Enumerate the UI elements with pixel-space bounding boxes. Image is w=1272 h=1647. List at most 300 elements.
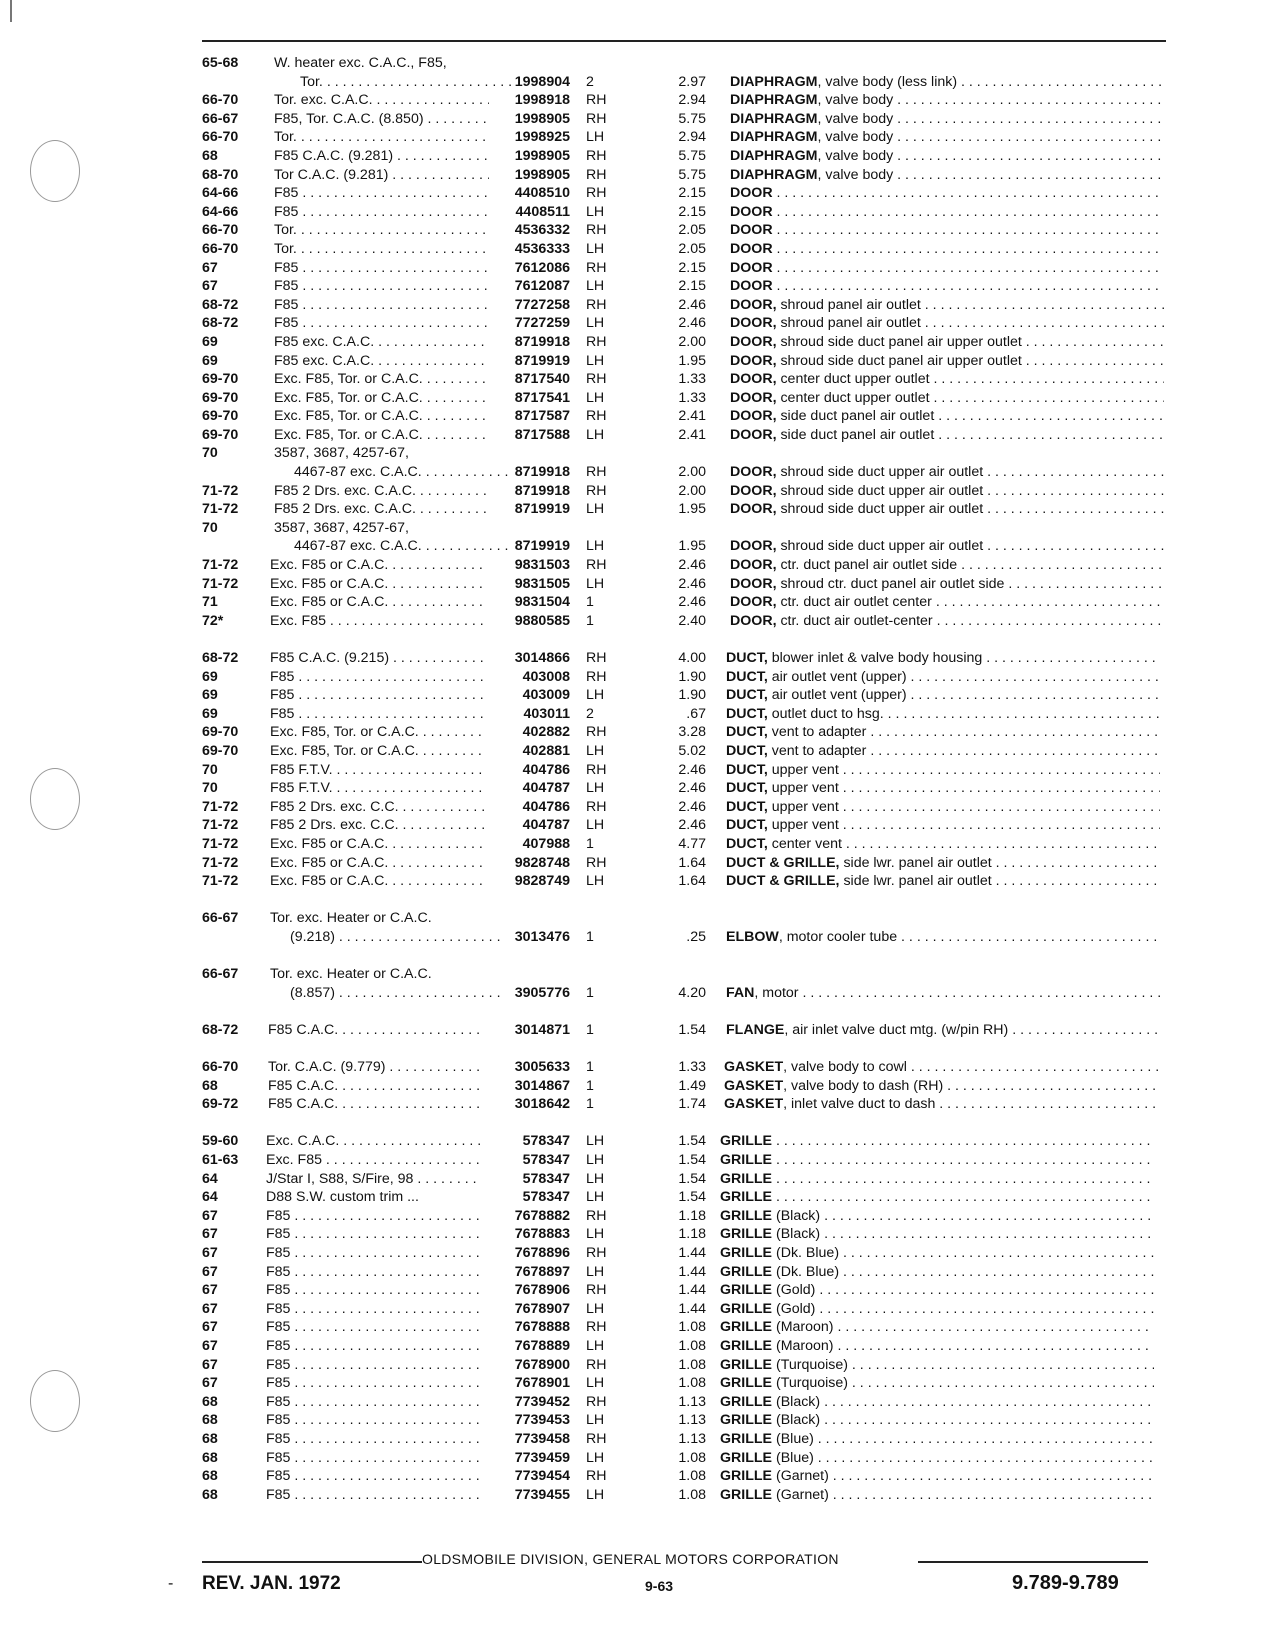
part-detail: (Dk. Blue) . . . bbox=[772, 1264, 1154, 1280]
part-number: 7678897 bbox=[514, 1263, 570, 1280]
part-detail: (Blue) . . . bbox=[772, 1450, 1154, 1466]
list-price: .25 bbox=[686, 928, 706, 945]
part-number: 3014866 bbox=[514, 650, 570, 666]
quantity-side: RH bbox=[586, 1430, 607, 1447]
part-detail: , air inlet valve duct mtg. (w/pin RH) . . . bbox=[784, 1022, 1160, 1038]
model-application: F85 . . . bbox=[266, 1356, 481, 1375]
list-price: 1.08 bbox=[678, 1319, 706, 1336]
part-description bbox=[726, 742, 1160, 761]
year-range: 68-72 bbox=[202, 650, 239, 666]
list-price: 2.46 bbox=[678, 575, 706, 592]
part-detail bbox=[773, 278, 1164, 294]
part-description bbox=[720, 1188, 1154, 1207]
list-price: 1.18 bbox=[678, 1207, 706, 1224]
model-application: Tor. . . . bbox=[300, 73, 515, 92]
list-price: 1.54 bbox=[678, 1152, 706, 1169]
year-range: 61-63 bbox=[202, 1152, 239, 1169]
part-number: 7612087 bbox=[514, 278, 570, 295]
model-application: 4467-87 exc. C.A.C. . . . bbox=[294, 537, 509, 556]
part-row bbox=[0, 1263, 1272, 1282]
quantity-side: RH bbox=[586, 1207, 607, 1224]
part-name: DOOR, bbox=[730, 612, 777, 629]
part-row bbox=[0, 1393, 1272, 1412]
part-number: 3014867 bbox=[514, 1077, 570, 1094]
year-range: 67 bbox=[202, 1263, 218, 1280]
part-number: 4408511 bbox=[515, 203, 570, 220]
part-name: DOOR bbox=[730, 185, 773, 202]
part-detail: shroud ctr. duct panel air outlet side . . . bbox=[777, 576, 1164, 592]
part-name: GRILLE bbox=[720, 1189, 773, 1206]
row-spacer bbox=[0, 947, 1272, 966]
part-name: DUCT, bbox=[726, 798, 768, 815]
row-spacer bbox=[0, 1039, 1272, 1058]
part-row bbox=[0, 1151, 1272, 1170]
part-row bbox=[0, 352, 1272, 371]
model-application: F85 F.T.V. . . . bbox=[270, 779, 485, 798]
model-application: F85 . . . bbox=[266, 1318, 481, 1337]
part-row bbox=[0, 1170, 1272, 1189]
row-spacer bbox=[0, 1114, 1272, 1133]
part-row bbox=[0, 1300, 1272, 1319]
list-price: 1.44 bbox=[678, 1263, 706, 1280]
model-application: 3587, 3687, 4257-67, bbox=[274, 445, 409, 462]
quantity-side: LH bbox=[586, 129, 605, 146]
part-detail bbox=[772, 1133, 1154, 1149]
model-application: F85 C.A.C. (9.281) . . . bbox=[274, 147, 489, 166]
part-detail: ctr. duct panel air outlet side . . . bbox=[777, 557, 1164, 573]
quantity-side: LH bbox=[586, 1133, 605, 1150]
part-detail: shroud side duct upper air outlet . . . bbox=[777, 464, 1164, 480]
part-name: DOOR, bbox=[730, 426, 777, 443]
year-range: 69 bbox=[202, 352, 218, 369]
part-detail: center vent . . . bbox=[768, 836, 1160, 852]
year-range: 71-72 bbox=[202, 873, 239, 890]
part-description bbox=[730, 240, 1164, 259]
part-number: 9828749 bbox=[514, 873, 570, 890]
part-detail: , valve body . . . bbox=[818, 111, 1165, 127]
part-row bbox=[0, 500, 1272, 519]
model-application: Tor. exc. Heater or C.A.C. bbox=[270, 910, 432, 927]
year-range: 67 bbox=[202, 259, 218, 276]
year-range: 69-70 bbox=[202, 389, 239, 406]
list-price: 1.49 bbox=[678, 1077, 706, 1094]
part-name: GRILLE bbox=[720, 1412, 773, 1429]
part-name: DIAPHRAGM bbox=[730, 73, 818, 90]
list-price: 3.28 bbox=[678, 724, 706, 741]
part-description bbox=[730, 184, 1164, 203]
part-description bbox=[720, 1132, 1154, 1151]
quantity-side: RH bbox=[586, 557, 607, 574]
part-number: 8717540 bbox=[514, 371, 570, 388]
quantity-side: RH bbox=[586, 92, 607, 109]
year-range: 71-72 bbox=[202, 798, 239, 815]
model-application: F85 2 Drs. exc. C.C. . . . bbox=[270, 816, 485, 835]
year-range: 69-72 bbox=[202, 1096, 239, 1113]
part-description bbox=[724, 1077, 1158, 1096]
year-range: 67 bbox=[202, 1337, 218, 1354]
list-price: 5.75 bbox=[678, 166, 706, 183]
part-name: DIAPHRAGM bbox=[730, 147, 818, 164]
part-number: 7678907 bbox=[514, 1300, 570, 1317]
part-row bbox=[0, 463, 1272, 482]
list-price: 2.00 bbox=[678, 482, 706, 499]
quantity-side: LH bbox=[586, 240, 605, 257]
part-detail: (Dk. Blue) . . . bbox=[772, 1245, 1154, 1261]
part-name: DOOR bbox=[730, 222, 773, 239]
part-number: 7727258 bbox=[514, 296, 570, 313]
year-range: 66-67 bbox=[202, 966, 239, 983]
part-detail: (Garnet) . . . bbox=[772, 1487, 1154, 1503]
model-application: 4467-87 exc. C.A.C. . . . bbox=[294, 463, 509, 482]
quantity-side: LH bbox=[586, 1226, 605, 1243]
part-number: 3905776 bbox=[514, 984, 570, 1001]
part-detail: air outlet vent (upper) . . . bbox=[768, 669, 1160, 685]
part-row bbox=[0, 91, 1272, 110]
quantity-side: 1 bbox=[586, 1059, 594, 1076]
year-range: 67 bbox=[202, 1319, 218, 1336]
quantity-side: RH bbox=[586, 1245, 607, 1261]
part-description bbox=[730, 259, 1164, 278]
part-description bbox=[726, 816, 1160, 835]
part-description bbox=[730, 277, 1164, 296]
part-detail: side duct panel air outlet . . . bbox=[777, 427, 1164, 443]
part-row bbox=[0, 649, 1272, 668]
quantity-side: RH bbox=[586, 724, 607, 741]
part-row bbox=[0, 147, 1272, 166]
part-detail: side lwr. panel air outlet . . . bbox=[840, 855, 1161, 871]
part-name: FAN bbox=[726, 984, 755, 1001]
part-name: GASKET bbox=[724, 1077, 784, 1094]
part-description bbox=[730, 370, 1164, 389]
part-description bbox=[726, 854, 1160, 873]
quantity-side: 1 bbox=[586, 984, 594, 1001]
quantity-side: RH bbox=[586, 166, 607, 183]
part-row bbox=[0, 686, 1272, 705]
part-number: 9880585 bbox=[514, 612, 570, 629]
part-name: DOOR, bbox=[730, 296, 777, 313]
model-application: Tor. . . . bbox=[274, 128, 489, 147]
quantity-side: 2 bbox=[586, 73, 594, 90]
part-detail: , valve body . . . bbox=[818, 148, 1165, 164]
year-range: 67 bbox=[202, 1245, 218, 1261]
year-range: 59-60 bbox=[202, 1133, 239, 1150]
part-description bbox=[726, 835, 1160, 854]
part-detail: vent to adapter . . . bbox=[768, 743, 1160, 759]
part-name: DUCT, bbox=[726, 668, 768, 685]
part-row bbox=[0, 1356, 1272, 1375]
year-range: 68-72 bbox=[202, 296, 239, 313]
model-application: F85 C.A.C. . . . bbox=[268, 1021, 483, 1040]
model-application: F85 . . . bbox=[274, 277, 489, 296]
part-row bbox=[0, 1077, 1272, 1096]
list-price: 1.54 bbox=[678, 1170, 706, 1187]
part-description bbox=[720, 1170, 1154, 1189]
part-description bbox=[720, 1300, 1154, 1319]
part-number: 8719918 bbox=[514, 464, 570, 481]
part-row bbox=[0, 835, 1272, 854]
page-number: 9-63 bbox=[645, 1578, 674, 1594]
part-row bbox=[0, 872, 1272, 891]
year-range: 71-72 bbox=[202, 501, 239, 518]
year-range: 66-70 bbox=[202, 240, 239, 257]
part-name: GRILLE bbox=[720, 1152, 773, 1169]
part-number: 404787 bbox=[522, 780, 570, 797]
part-detail bbox=[773, 222, 1164, 238]
part-name: GASKET bbox=[724, 1096, 784, 1113]
quantity-side: RH bbox=[586, 668, 607, 685]
part-detail: (Turquoise) . . . bbox=[772, 1375, 1154, 1391]
model-application: Exc. F85, Tor. or C.A.C. . . . bbox=[274, 407, 489, 426]
part-number: 1998918 bbox=[514, 92, 570, 109]
margin-dash-mark: - bbox=[168, 1575, 174, 1592]
model-application: Tor C.A.C. (9.281) . . . bbox=[274, 166, 489, 185]
list-price: 2.46 bbox=[678, 594, 706, 611]
part-detail bbox=[773, 260, 1164, 276]
quantity-side: LH bbox=[586, 1412, 605, 1429]
model-application: Exc. F85 or C.A.C. . . . bbox=[270, 593, 485, 612]
part-number: 8717587 bbox=[514, 408, 570, 425]
model-application: F85 . . . bbox=[266, 1393, 481, 1412]
model-application: F85 exc. C.A.C. . . . bbox=[274, 333, 489, 352]
part-number: 403008 bbox=[522, 668, 570, 685]
model-application: F85 C.A.C. (9.215) . . . bbox=[270, 649, 485, 668]
part-row bbox=[0, 798, 1272, 817]
part-row bbox=[0, 668, 1272, 687]
list-price: 1.08 bbox=[678, 1375, 706, 1392]
part-number: 3018642 bbox=[514, 1096, 570, 1113]
quantity-side: 1 bbox=[586, 1077, 594, 1094]
part-description bbox=[720, 1467, 1154, 1486]
quantity-side: 1 bbox=[586, 835, 594, 852]
footer-division: OLDSMOBILE DIVISION, GENERAL MOTORS CORPORATION bbox=[422, 1551, 839, 1567]
part-name: GRILLE bbox=[720, 1375, 773, 1392]
quantity-side: RH bbox=[586, 259, 607, 276]
part-name: GRILLE bbox=[720, 1170, 773, 1187]
part-number: 1998925 bbox=[514, 129, 570, 146]
part-description bbox=[730, 314, 1164, 333]
quantity-side: LH bbox=[586, 817, 605, 834]
year-range: 70 bbox=[202, 519, 218, 536]
model-application: Exc. F85, Tor. or C.A.C. . . . bbox=[270, 723, 485, 742]
list-price: 1.54 bbox=[678, 1189, 706, 1206]
part-number: 9831504 bbox=[514, 594, 570, 611]
part-description bbox=[726, 779, 1160, 798]
part-number: 4536333 bbox=[514, 240, 570, 257]
model-application: Tor. exc. C.A.C. . . . bbox=[274, 91, 489, 110]
part-name: DOOR, bbox=[730, 557, 777, 574]
list-price: 2.00 bbox=[678, 464, 706, 481]
model-application: Tor. . . . bbox=[274, 221, 489, 240]
part-name: GRILLE bbox=[720, 1245, 773, 1261]
list-price: 1.44 bbox=[678, 1300, 706, 1317]
list-price: 1.08 bbox=[678, 1486, 706, 1503]
part-row bbox=[0, 128, 1272, 147]
quantity-side: 1 bbox=[586, 1021, 594, 1038]
part-name: GRILLE bbox=[720, 1263, 773, 1280]
part-description bbox=[720, 1318, 1154, 1337]
model-application: F85 . . . bbox=[274, 203, 489, 222]
part-number: 403011 bbox=[523, 705, 570, 722]
scan-edge-mark bbox=[10, 0, 12, 22]
model-application: (8.857) . . . bbox=[290, 984, 505, 1003]
year-range: 65-68 bbox=[202, 55, 239, 71]
part-detail bbox=[772, 1189, 1154, 1205]
model-application: F85 2 Drs. exc. C.A.C. . . . bbox=[274, 500, 489, 519]
year-range: 70 bbox=[202, 445, 218, 462]
part-detail: outlet duct to hsg. . . . bbox=[768, 706, 1160, 722]
part-number: 4408510 bbox=[514, 185, 570, 202]
list-price: 1.13 bbox=[678, 1430, 706, 1447]
quantity-side: 1 bbox=[586, 1096, 594, 1113]
model-application: 3587, 3687, 4257-67, bbox=[274, 519, 409, 536]
part-description bbox=[730, 147, 1164, 166]
part-number: 7678896 bbox=[514, 1245, 570, 1261]
part-number: 7678889 bbox=[514, 1337, 570, 1354]
part-description bbox=[730, 426, 1164, 445]
year-range: 68 bbox=[202, 1486, 218, 1503]
part-detail: (Black) . . . bbox=[772, 1394, 1154, 1410]
part-row bbox=[0, 1132, 1272, 1151]
part-description bbox=[724, 1095, 1158, 1114]
part-name: DOOR, bbox=[730, 315, 777, 332]
part-name: DOOR bbox=[730, 240, 773, 257]
part-description bbox=[730, 203, 1164, 222]
part-row bbox=[0, 482, 1272, 501]
list-price: 1.13 bbox=[678, 1393, 706, 1410]
part-row bbox=[0, 984, 1272, 1003]
part-number: 8719919 bbox=[514, 538, 570, 555]
quantity-side: 1 bbox=[586, 594, 594, 611]
quantity-side: LH bbox=[586, 1449, 605, 1466]
part-description bbox=[726, 686, 1160, 705]
part-detail: ctr. duct air outlet center . . . bbox=[777, 594, 1164, 610]
part-detail: shroud panel air outlet . . . bbox=[777, 315, 1164, 331]
model-application: F85 . . . bbox=[274, 314, 489, 333]
year-range: 68 bbox=[202, 147, 218, 164]
year-range: 64 bbox=[202, 1170, 218, 1187]
quantity-side: LH bbox=[586, 1152, 605, 1169]
part-description bbox=[720, 1281, 1154, 1300]
part-detail: shroud side duct panel air upper outlet . . . bbox=[777, 353, 1164, 369]
part-row bbox=[0, 370, 1272, 389]
part-detail: , motor . . . bbox=[754, 985, 1160, 1001]
part-name: DOOR, bbox=[730, 408, 777, 425]
part-detail: , motor cooler tube . . . bbox=[779, 929, 1160, 945]
part-name: GRILLE bbox=[720, 1337, 773, 1354]
part-row bbox=[0, 73, 1272, 92]
part-number: 7678901 bbox=[514, 1375, 570, 1392]
model-application: Tor. . . . bbox=[274, 240, 489, 259]
part-description bbox=[720, 1486, 1154, 1505]
revision-date: REV. JAN. 1972 bbox=[202, 1573, 341, 1594]
part-number: 8719919 bbox=[514, 501, 570, 518]
year-range: 68 bbox=[202, 1393, 218, 1410]
part-number: 402882 bbox=[522, 724, 570, 741]
part-row bbox=[0, 928, 1272, 947]
part-description bbox=[726, 649, 1160, 668]
model-application: F85 . . . bbox=[266, 1263, 481, 1282]
part-description bbox=[730, 352, 1164, 371]
part-detail: vent to adapter . . . bbox=[768, 724, 1160, 740]
part-number: 403009 bbox=[522, 687, 570, 704]
quantity-side: 1 bbox=[586, 928, 594, 945]
list-price: 1.90 bbox=[678, 668, 706, 685]
year-range: 68-72 bbox=[202, 1021, 239, 1038]
model-application: Exc. F85 or C.A.C. . . . bbox=[270, 872, 485, 891]
part-row bbox=[0, 1337, 1272, 1356]
list-price: 1.64 bbox=[678, 854, 706, 871]
part-detail: center duct upper outlet . . . bbox=[777, 371, 1164, 387]
model-application: F85 . . . bbox=[266, 1281, 481, 1300]
part-description bbox=[726, 705, 1160, 724]
list-price: 2.40 bbox=[678, 612, 706, 629]
model-application: Exc. F85 or C.A.C. . . . bbox=[270, 854, 485, 873]
year-range: 66-70 bbox=[202, 92, 239, 109]
quantity-side: LH bbox=[586, 780, 605, 797]
model-application: W. heater exc. C.A.C., F85, bbox=[274, 55, 447, 71]
part-number: 8719918 bbox=[514, 482, 570, 499]
quantity-side: RH bbox=[586, 371, 607, 388]
year-range: 71-72 bbox=[202, 854, 239, 871]
part-row bbox=[0, 1486, 1272, 1505]
model-application: Exc. F85 or C.A.C. . . . bbox=[270, 556, 485, 575]
part-number: 7739455 bbox=[514, 1486, 570, 1503]
part-number: 3014871 bbox=[514, 1021, 570, 1038]
part-description bbox=[730, 110, 1164, 129]
part-description bbox=[730, 389, 1164, 408]
part-row bbox=[0, 1207, 1272, 1226]
row-spacer bbox=[0, 891, 1272, 910]
list-price: 1.54 bbox=[678, 1021, 706, 1038]
year-range: 68 bbox=[202, 1430, 218, 1447]
part-number: 578347 bbox=[522, 1152, 570, 1169]
part-name: GRILLE bbox=[720, 1226, 773, 1243]
list-price: 2.15 bbox=[678, 185, 706, 202]
quantity-side: LH bbox=[586, 352, 605, 369]
part-description bbox=[720, 1393, 1154, 1412]
year-range: 68 bbox=[202, 1412, 218, 1429]
part-row bbox=[0, 1244, 1272, 1263]
header-rule bbox=[202, 40, 1166, 42]
model-application: F85 C.A.C. . . . bbox=[268, 1095, 483, 1114]
part-detail: (Garnet) . . . bbox=[772, 1468, 1154, 1484]
model-application: (9.218) . . . bbox=[290, 928, 505, 947]
list-price: 2.46 bbox=[678, 761, 706, 778]
part-detail: side lwr. panel air outlet . . . bbox=[840, 873, 1161, 889]
list-price: 2.00 bbox=[678, 333, 706, 350]
model-application: F85 . . . bbox=[266, 1374, 481, 1393]
year-range: 64 bbox=[202, 1189, 218, 1206]
part-number: 8717588 bbox=[514, 426, 570, 443]
part-name: DOOR, bbox=[730, 538, 777, 555]
quantity-side: RH bbox=[586, 1468, 607, 1485]
list-price: 1.18 bbox=[678, 1226, 706, 1243]
model-application: F85 . . . bbox=[270, 705, 485, 724]
year-range: 67 bbox=[202, 1282, 218, 1299]
year-range: 72* bbox=[202, 612, 224, 629]
part-name: GRILLE bbox=[720, 1356, 773, 1373]
part-name: DOOR, bbox=[730, 389, 777, 406]
part-detail: upper vent . . . bbox=[768, 799, 1160, 815]
list-price: 2.46 bbox=[678, 557, 706, 574]
part-number: 7739453 bbox=[514, 1412, 570, 1429]
list-price: 1.08 bbox=[678, 1356, 706, 1373]
part-row bbox=[0, 110, 1272, 129]
year-range: 69-70 bbox=[202, 371, 239, 388]
quantity-side: LH bbox=[586, 687, 605, 704]
part-name: DUCT, bbox=[726, 687, 768, 704]
part-number: 404786 bbox=[522, 761, 570, 778]
